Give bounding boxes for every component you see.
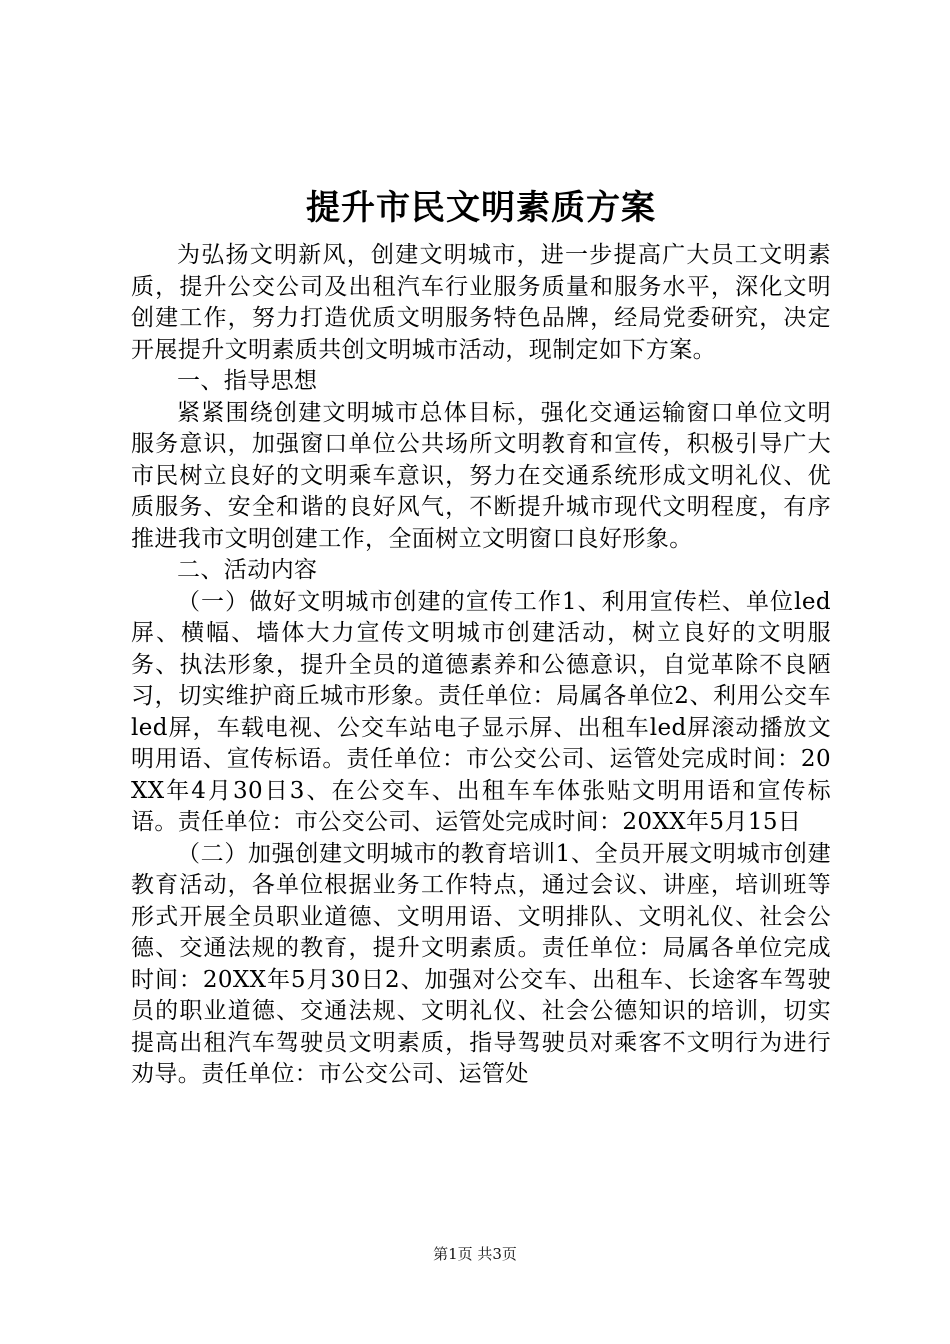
page-number-footer: 第1页 共3页 (433, 1245, 517, 1263)
document-title: 提升市民文明素质方案 (306, 188, 656, 228)
guiding-thought-paragraph: 紧紧围绕创建文明城市总体目标，强化交通运输窗口单位文明服务意识，加强窗口单位公共场所文明教育和宣传，积极引导广大市民树立良好的文明乘车意识，努力在交通系统形成文明礼仪、优质服务、安全和谐的良好风气，不断提升城市现代文明程度，有序推进我市文明创建工作，全面树立文明窗口良好形象。 (131, 399, 831, 552)
education-training-paragraph: （二）加强创建文明城市的教育培训1、全员开展文明城市创建教育活动，各单位根据业务工作特点，通过会议、讲座，培训班等形式开展全员职业道德、文明用语、文明排队、文明礼仪、社会公德、交通法规的教育，提升文明素质。责任单位：局属各单位完成时间：20XX年5月30日2、加强对公交车、出租车、长途客车驾驶员的职业道德、交通法规、文明礼仪、社会公德知识的培训，切实提高出租汽车驾驶员文明素质，指导驾驶员对乘客不文明行为进行劝导。责任单位：市公交公司、运管处 (131, 840, 831, 1087)
intro-paragraph: 为弘扬文明新风，创建文明城市，进一步提高广大员工文明素质，提升公交公司及出租汽车行业服务质量和服务水平，深化文明创建工作，努力打造优质文明服务特色品牌，经局党委研究，决定开展提升文明素质共创文明城市活动，现制定如下方案。 (131, 242, 831, 363)
section-heading-activity-content: 二、活动内容 (177, 557, 318, 583)
publicity-work-paragraph: （一）做好文明城市创建的宣传工作1、利用宣传栏、单位led屏、横幅、墙体大力宣传文明城市创建活动，树立良好的文明服务、执法形象，提升全员的道德素养和公德意识，自觉革除不良陋习，切实维护商丘城市形象。责任单位：局属各单位2、利用公交车led屏，车载电视、公交车站电子显示屏、出租车led屏滚动播放文明用语、宣传标语。责任单位：市公交公司、运管处完成时间：20XX年4月30日3、在公交车、出租车车体张贴文明用语和宣传标语。责任单位：市公交公司、运管处完成时间：20XX年5月15日 (131, 588, 831, 835)
document-page (131, 180, 831, 1091)
section-heading-guiding-thought: 一、指导思想 (177, 368, 318, 394)
